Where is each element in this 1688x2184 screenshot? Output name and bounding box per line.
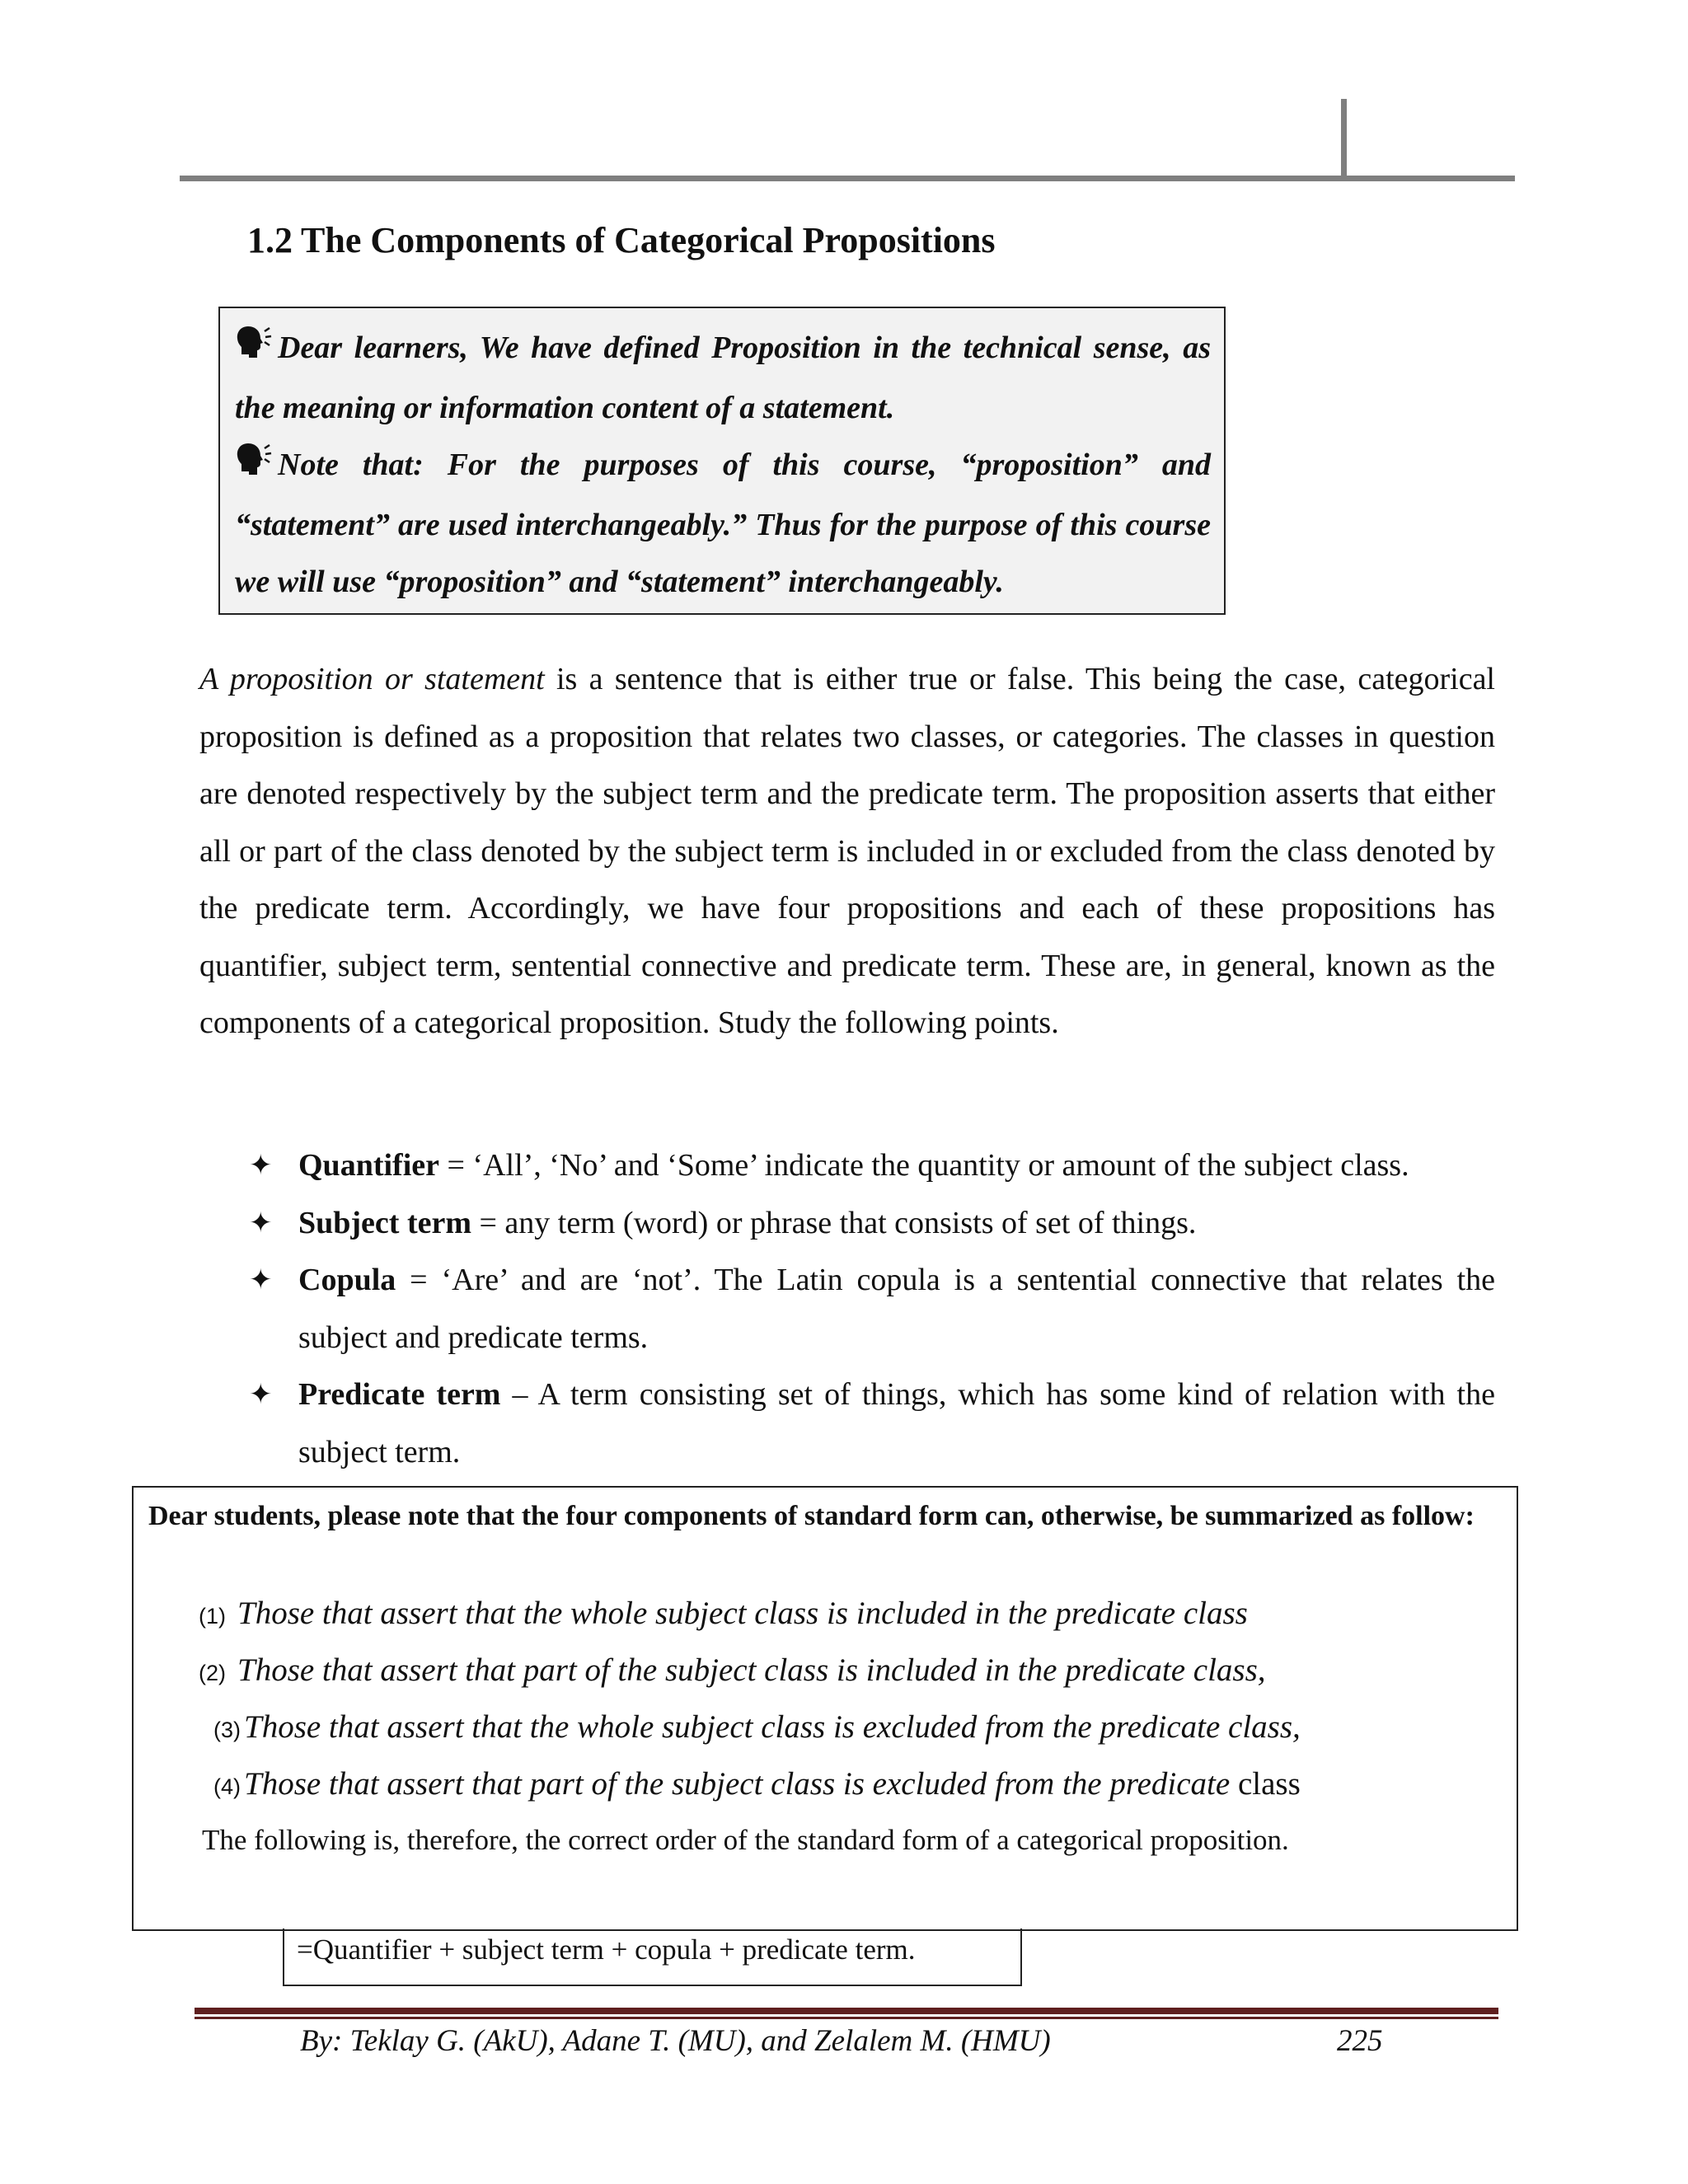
component-term: Quantifier (298, 1148, 439, 1183)
note-text-2: Note that: For the purposes of this course, “proposition” and “statement” are used interchangeably.” Thus for the purpose of this course we will use “proposition” and “statement” interchangeably. (235, 448, 1211, 599)
summary-item-text: Those that assert that the whole subject class is excluded from the predicate class, (244, 1709, 1301, 1745)
body-text: is a sentence that is either true or false. This being the case, categorical proposition is defined as a proposition that relates two classes, or categories. The classes in question are denoted respectively by the subject term and the predicate term. The proposition asserts that either all or part of the class denoted by the subject term is included in or excluded from the class denoted by the predicate term. Accordingly, we have four propositions and each of these propositions has quantifier, subject term, sentential connective and predicate term. These are, in general, known as the components of a categorical proposition. Study the following points. (199, 662, 1495, 1040)
section-title: The Components of Categorical Propositions (301, 220, 996, 260)
section-heading (247, 219, 996, 261)
formula-box: =Quantifier + subject term + copula + predicate term. (283, 1929, 1022, 1986)
footer-rule (195, 2008, 1498, 2014)
component-desc: = ‘Are’ and are ‘not’. The Latin copula is a sentential connective that relates the subject and predicate terms. (298, 1263, 1495, 1355)
summary-item-text: Those that assert that part of the subject class is included in the predicate class, (237, 1652, 1266, 1688)
summary-item-number: (1) (199, 1604, 226, 1629)
note-paragraph-2 (235, 437, 1211, 611)
summary-item-number: (4) (213, 1774, 241, 1799)
summary-item-number: (3) (213, 1718, 241, 1742)
section-number: 1.2 (247, 220, 293, 260)
component-desc: = ‘All’, ‘No’ and ‘Some’ indicate the quantity or amount of the subject class. (438, 1148, 1409, 1183)
four-pointed-star-icon: ✦ (249, 1263, 273, 1296)
component-list (249, 1137, 1495, 1481)
list-item (249, 1137, 1495, 1195)
summary-conclusion: The following is, therefore, the correct order of the standard form of a categorical proposition. (202, 1824, 1289, 1856)
summary-item (199, 1652, 1266, 1689)
body-lead: A proposition or statement (199, 662, 545, 696)
list-item (249, 1195, 1495, 1253)
note-paragraph-1 (235, 320, 1211, 437)
speaking-head-icon (235, 323, 273, 380)
body-paragraph (199, 651, 1495, 1052)
list-item (249, 1252, 1495, 1366)
footer-authors: By: Teklay G. (AkU), Adane T. (MU), and Zelalem M. (HMU) (300, 2024, 1051, 2058)
summary-item (199, 1595, 1248, 1632)
four-pointed-star-icon: ✦ (249, 1149, 273, 1182)
list-item (249, 1366, 1495, 1481)
header-rule (180, 176, 1515, 181)
footer-rule-thin (195, 2017, 1498, 2019)
summary-item (213, 1708, 1301, 1746)
note-text-1: Dear learners, We have defined Proposition in the technical sense, as the meaning or information content of a statement. (235, 330, 1211, 425)
four-pointed-star-icon: ✦ (249, 1378, 273, 1411)
component-term: Copula (298, 1263, 396, 1297)
component-term: Subject term (298, 1205, 471, 1240)
summary-item-text: Those that assert that the whole subject class is included in the predicate class (237, 1596, 1248, 1631)
summary-item (213, 1765, 1301, 1802)
summary-item-tail: class (1230, 1766, 1301, 1802)
four-pointed-star-icon: ✦ (249, 1206, 273, 1240)
summary-item-text: Those that assert that part of the subject class is excluded from the predicate (244, 1766, 1231, 1802)
note-box (218, 307, 1226, 615)
component-desc: – A term consisting set of things, which has some kind of relation with the subject term. (298, 1377, 1495, 1469)
summary-item-number: (2) (199, 1661, 226, 1685)
speaking-head-icon (235, 440, 273, 497)
component-term: Predicate term (298, 1377, 501, 1412)
page-number: 225 (1337, 2024, 1383, 2058)
component-desc: = any term (word) or phrase that consists of set of things. (471, 1205, 1197, 1240)
summary-intro: Dear students, please note that the four components of standard form can, otherwise, be summarized as follow: (148, 1501, 1475, 1531)
header-tick (1341, 99, 1347, 181)
